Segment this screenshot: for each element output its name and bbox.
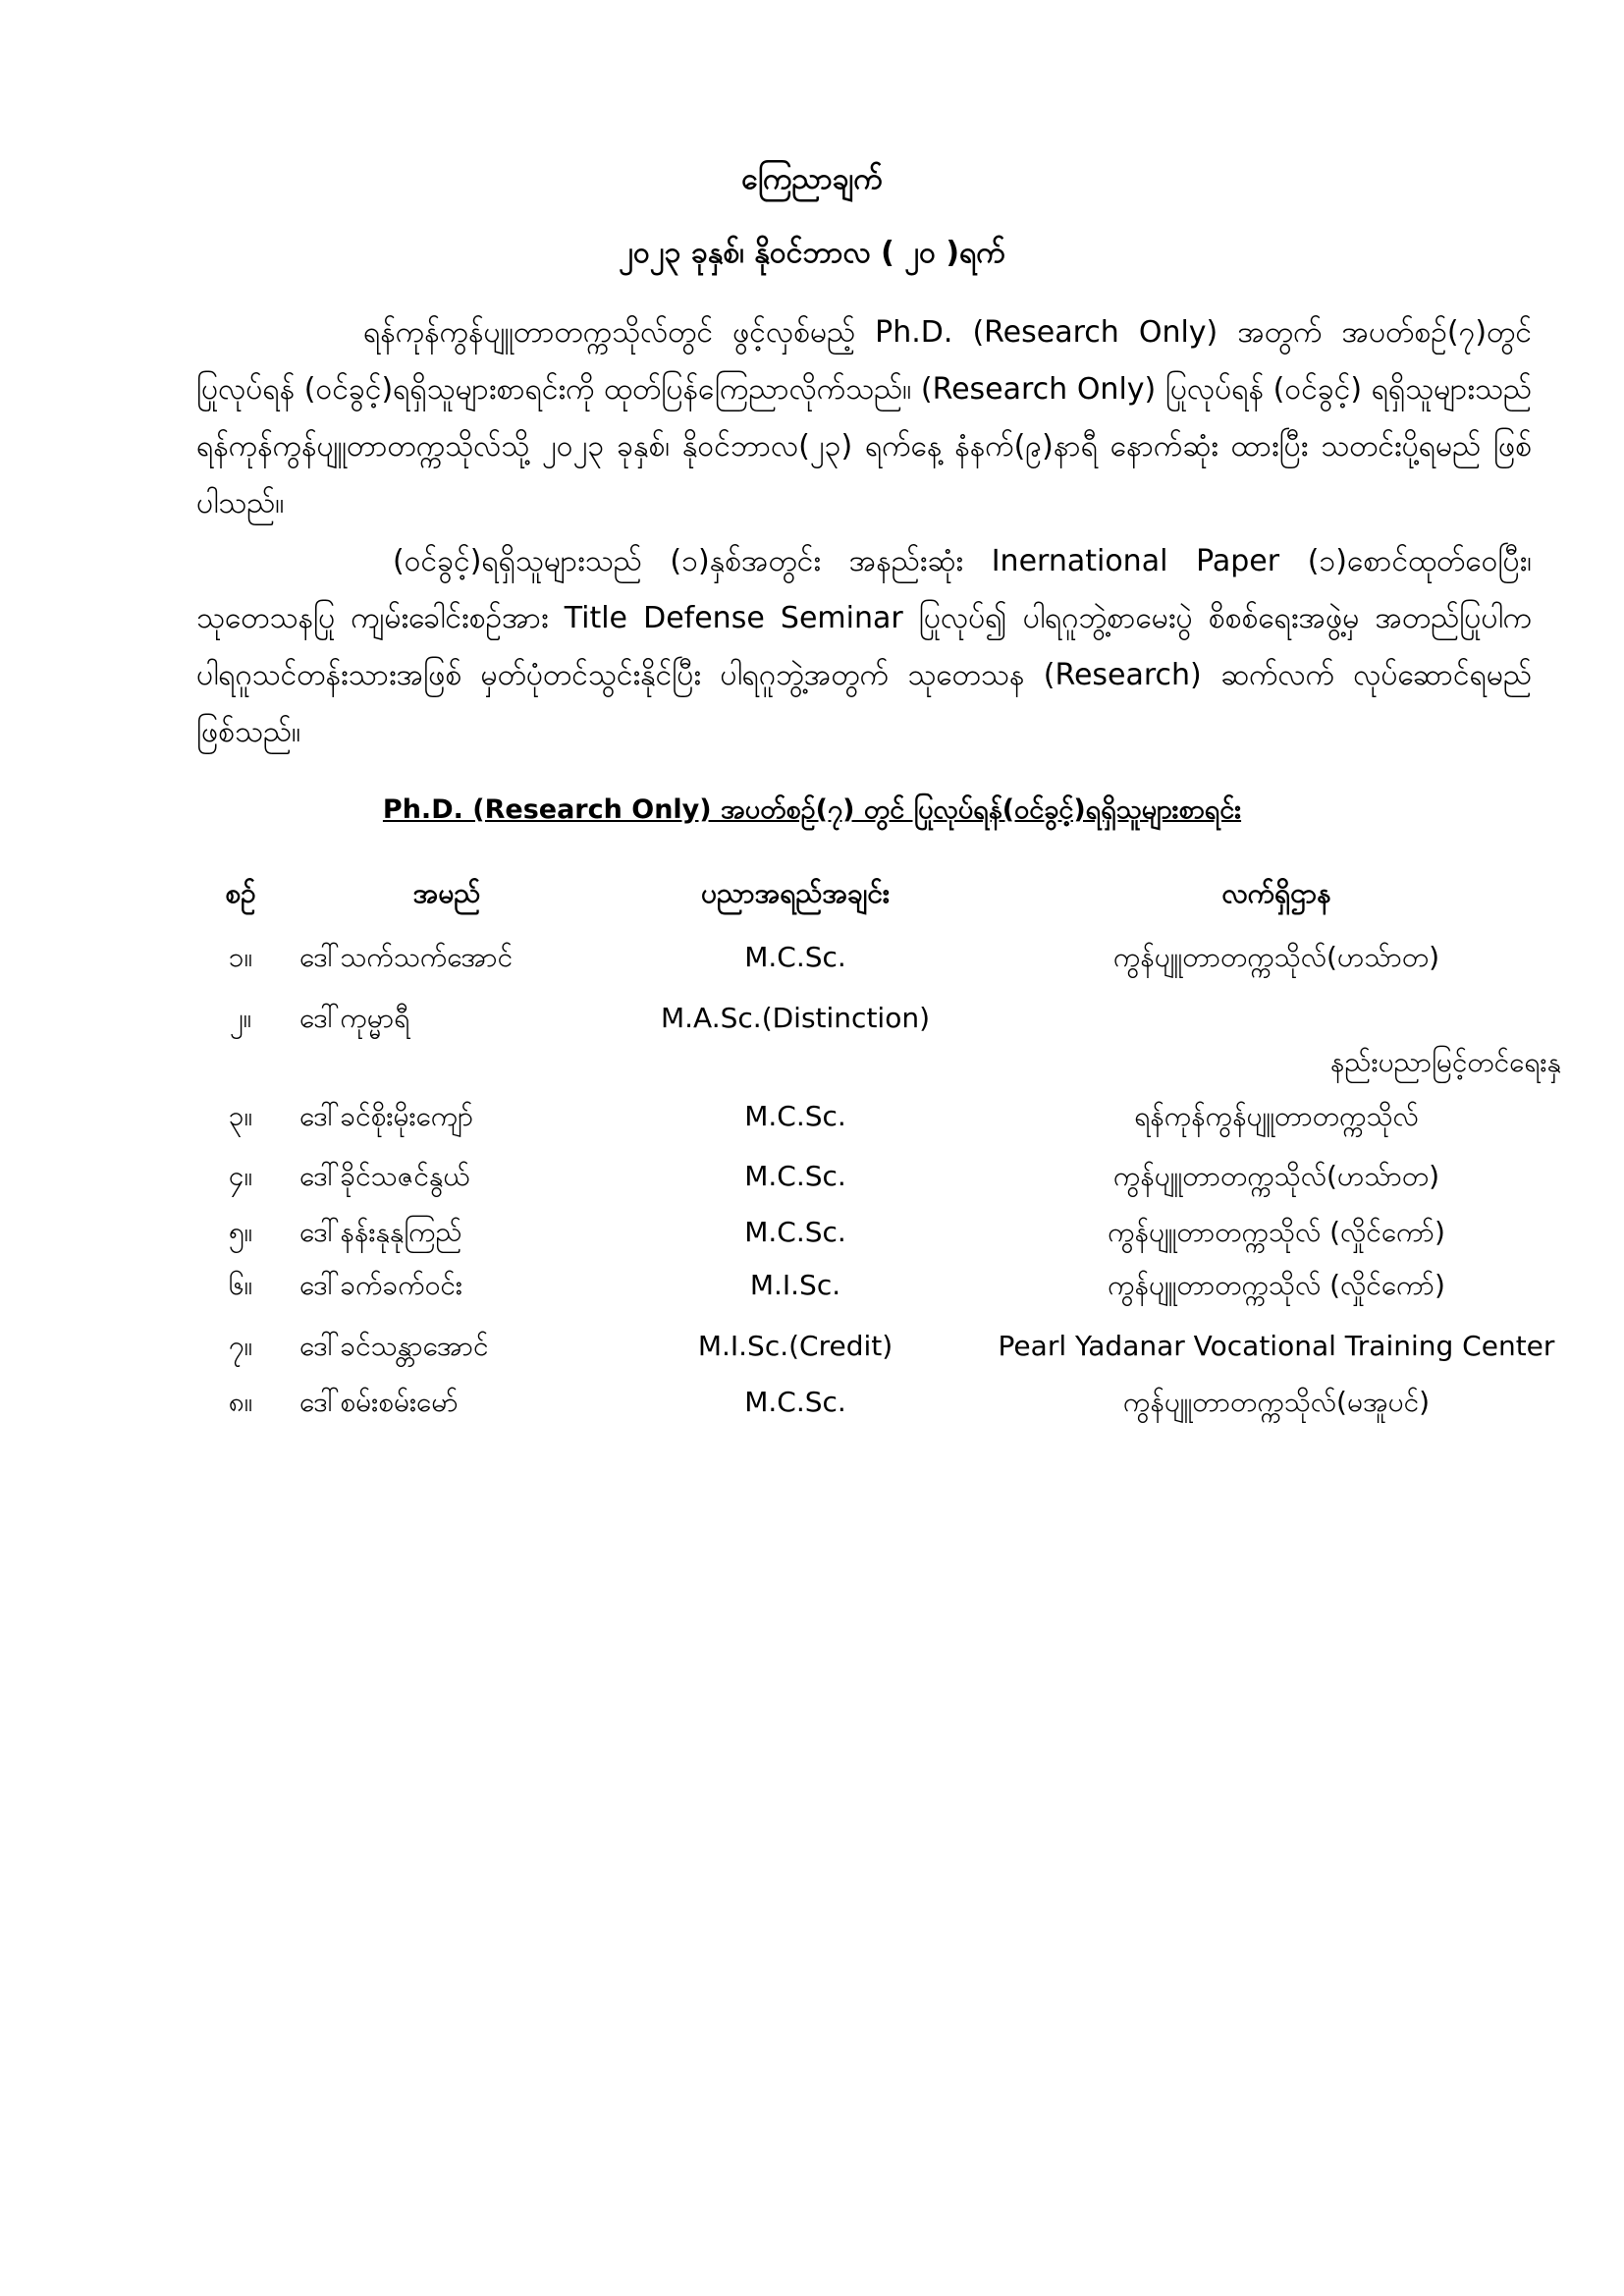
row-name: ဒေါ်နန်းနုနုကြည် [299, 1216, 462, 1248]
row-office: ကွန်ပျူတာတက္ကသိုလ် (လှိုင်ကော်) [1108, 1216, 1445, 1248]
row-office: ကွန်ပျူတာတက္ကသိုလ်(ဟသ်ာတ) [1112, 941, 1440, 973]
table-row [0, 938, 1624, 981]
header-no: စဉ် [225, 877, 256, 909]
table-row [0, 1383, 1624, 1426]
row-no: ၅။ [228, 1216, 253, 1248]
row-degree: M.C.Sc. [744, 1100, 846, 1132]
notice-date: ၂၀၂၃ ခုနှစ်၊ နိုဝင်ဘာလ ( ၂၀ )ရက် [619, 236, 1005, 270]
row-degree: M.I.Sc. [749, 1269, 841, 1301]
row-degree: M.C.Sc. [744, 941, 846, 973]
header-degree: ပညာအရည်အချင်း [701, 877, 890, 909]
header-name: အမည် [412, 877, 481, 909]
row-no: ၁။ [228, 941, 253, 973]
row-name: ဒေါ်စမ်းစမ်းမော် [299, 1386, 459, 1418]
row-degree: M.C.Sc. [744, 1386, 846, 1418]
row-office: ကွန်ပျူတာတက္ကသိုလ်(မအူပင်) [1122, 1386, 1431, 1418]
row-name: ဒေါ်ခင်သန္တာအောင် [299, 1330, 489, 1362]
row-name: ဒေါ်ခက်ခက်ဝင်း [299, 1269, 463, 1301]
notice-title: ကြေညာချက် [741, 162, 883, 196]
table-row [0, 1266, 1624, 1309]
row-office: ကွန်ပျူတာတက္ကသိုလ် (လှိုင်ကော်) [1108, 1269, 1445, 1301]
row-no: ၆။ [228, 1269, 253, 1301]
paragraph-announcement: ရန်ကုန်ကွန်ပျူတာတက္ကသိုလ်တွင် ဖွင့်လှစ်မည့် Ph.D. (Research Only) အတွက် အပတ်စဉ်(၇)တွင် ပြုလုပ်ရန် (ဝင်ခွင့်)ရရှိသူများစာရင်းကို ထုတ်ပြန်ကြေညာလိုက်သည်။ (Research Only) ပြုလုပ်ရန် (ဝင်ခွင့်) ရရှိသူများသည် ရန်ကုန်ကွန်ပျူတာတက္ကသိုလ်သို့ ၂၀၂၃ ခုနှစ်၊ နိုဝင်ဘာလ(၂၃) ရက်နေ့ နံနက်(၉)နာရီ နောက်ဆုံး ထားပြီး သတင်းပို့ရမည် ဖြစ်ပါသည်။ [196, 315, 1532, 520]
row-no: ၈။ [228, 1386, 253, 1418]
row-no: ၃။ [228, 1100, 253, 1132]
table-header [0, 874, 1624, 917]
table-row [0, 999, 1624, 1042]
table-row [0, 1327, 1624, 1370]
row-degree: M.A.Sc.(Distinction) [661, 1002, 930, 1034]
table-row [0, 1097, 1624, 1140]
paragraph-requirements: (ဝင်ခွင့်)ရရှိသူများသည် (၁)နှစ်အတွင်း အနည်းဆုံး Inernational Paper (၁)စောင်ထုတ်ဝေပြီး၊ သုတေသနပြု ကျမ်းခေါင်းစဉ်အား Title Defense Seminar ပြုလုပ်၍ ပါရဂူဘွဲ့စာမေးပွဲ စိစစ်ရေးအဖွဲ့မှ အတည်ပြုပါက ပါရဂူသင်တန်းသားအဖြစ် မှတ်ပုံတင်သွင်းနိုင်ပြီး ပါရဂူဘွဲ့အတွက် သုတေသန (Research) ဆက်လက် လုပ်ဆောင်ရမည်ဖြစ်သည်။ [196, 544, 1532, 749]
row-office: Pearl Yadanar Vocational Training Center [998, 1330, 1555, 1362]
row-degree: M.I.Sc.(Credit) [697, 1330, 893, 1362]
row-name: ဒေါ်ကုမ္မာရီ [299, 1002, 410, 1034]
row-name: ဒေါ်ခင်စိုးမိုးကျော် [299, 1100, 474, 1132]
row-degree: M.C.Sc. [744, 1160, 846, 1192]
list-title: Ph.D. (Research Only) အပတ်စဉ်(၇) တွင် ပြုလုပ်ရန်(ဝင်ခွင့်)ရရှိသူများစာရင်း [382, 794, 1242, 825]
row-no: ၂။ [229, 1002, 252, 1034]
table-row [0, 1157, 1624, 1200]
row-no: ၄။ [228, 1160, 253, 1192]
row-office: ကွန်ပျူတာတက္ကသိုလ်(ဟသ်ာတ) [1112, 1160, 1440, 1192]
row-no: ၇။ [228, 1330, 253, 1362]
office-overflow-text: နည်းပညာမြင့်တင်ရေးနှ [1329, 1046, 1561, 1078]
row-name: ဒေါ်ခိုင်သဇင်နွယ် [299, 1160, 470, 1192]
table-row [0, 1213, 1624, 1256]
row-office: ရန်ကုန်ကွန်ပျူတာတက္ကသိုလ် [1134, 1100, 1419, 1132]
header-office: လက်ရှိဌာန [1221, 877, 1331, 909]
row-degree: M.C.Sc. [744, 1216, 846, 1248]
row-name: ဒေါ်သက်သက်အောင် [299, 941, 514, 973]
